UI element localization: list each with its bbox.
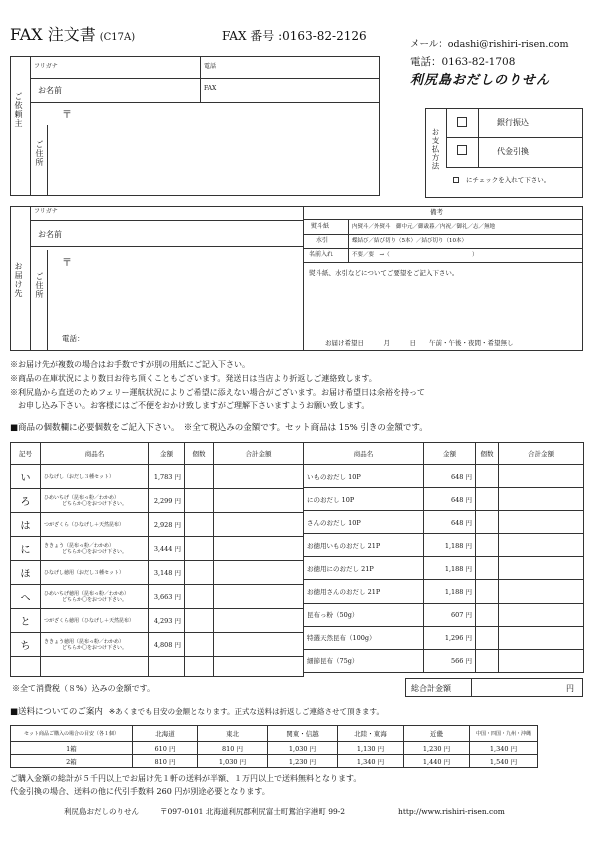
table-row: に ききょう（昆布っ粉／わかめ） どちらか〇をおつけ下さい。 3,444 円 [11, 537, 304, 561]
qty-cell[interactable] [185, 609, 214, 633]
page-title: FAX 注文書 (C17A) [10, 25, 136, 44]
total-cell[interactable] [499, 488, 584, 511]
order-heading: ■商品の個数欄に必要個数をご記入下さい。 ※全て税込みの金額です。セット商品は 15% 引きの金額です。 [10, 423, 428, 433]
total-cell[interactable] [214, 465, 304, 489]
table-row: い ひなげし（おだし３種セット） 1,783 円 [11, 465, 304, 489]
table-row: 昆布っ粉（50g） 607 円 [304, 603, 584, 626]
qty-cell[interactable] [476, 511, 499, 534]
qty-cell[interactable] [476, 488, 499, 511]
qty-cell[interactable] [476, 649, 499, 672]
requester-address-label: ご住所 [35, 140, 44, 167]
qty-cell[interactable] [476, 603, 499, 626]
total-cell[interactable] [214, 633, 304, 657]
total-cell[interactable] [499, 534, 584, 557]
cod-checkbox[interactable] [457, 145, 467, 155]
qty-cell[interactable] [185, 489, 214, 513]
contact-email: メール：odashi@rishiri-risen.com [410, 39, 569, 50]
requester-label: ご依頼主 [14, 92, 23, 128]
table-row: と つがざくら徳用（ひなげし＋天然昆布） 4,293 円 [11, 609, 304, 633]
table-row: ち ききょう徳用（昆布っ粉／わかめ） どちらか〇をおつけ下さい。 4,808 円 [11, 633, 304, 657]
shipping-heading: ■送料についてのご案内 ※あくまでも目安の金額となります。正式な送料は折返しご連絡させて頂きます。 [10, 707, 384, 717]
table-row: へ ひめいちげ徳用（昆布っ粉／わかめ） どちらか〇をおつけ下さい。 3,663 円 [11, 585, 304, 609]
total-cell[interactable] [499, 626, 584, 649]
total-cell[interactable] [499, 511, 584, 534]
total-cell[interactable] [214, 561, 304, 585]
table-row: にのおだし 10P 648 円 [304, 488, 584, 511]
table-row: さんのおだし 10P 648 円 [304, 511, 584, 534]
total-cell[interactable] [214, 609, 304, 633]
delivery-date: お届け希望日 月 日 午前・午後・夜間・希望無し [325, 339, 514, 347]
requester-name: お名前 [38, 86, 62, 95]
qty-cell[interactable] [476, 626, 499, 649]
total-cell[interactable] [499, 649, 584, 672]
qty-cell[interactable] [476, 465, 499, 488]
order-table-right: 商品名 金額 個数 合計金額 いものおだし 10P 648 円 にのおだし 10P 648 円 さんのおだし 10P 648 円 お徳用いものおだし 21P 1,188 円 お徳用にのおだし 21P 1,188 円 お徳用さんのおだし 21P 1,188 円 昆布っ粉（50g） 607 円 特選天然昆布（100g） 1,296 円 細節昆布（75g） 566 円 [303, 442, 584, 673]
table-row: ほ ひなげし徳用（おだし３種セット） 3,148 円 [11, 561, 304, 585]
order-table-left: 記号 商品名 金額 個数 合計金額 い ひなげし（おだし３種セット） 1,783 円 ろ ひめいちげ（昆布っ粉／わかめ） どちらか〇をおつけ下さい。 2,299 円 は つがざくら（ひなげし＋天然昆布） 2,928 円 に ききょう（昆布っ粉／わかめ） どちらか〇をおつけ下さい。 3,444 円 ほ ひなげし徳用（おだし３種セット） 3,148 円 へ ひめいちげ徳用（昆布っ粉／わかめ） どちらか〇をおつけ下さい。 3,663 円 と つがざくら徳用（ひなげし＋天然昆布） 4,293 円 ち ききょう徳用（昆布っ粉／わかめ） どちらか〇をおつけ下さい。 4,808 円 [10, 442, 304, 677]
qty-cell[interactable] [185, 537, 214, 561]
total-cell[interactable] [499, 580, 584, 603]
shipping-row: 2箱 810 円 1,030 円 1,230 円 1,340 円 1,440 円 1,540 円 [11, 755, 538, 768]
qty-cell[interactable] [185, 585, 214, 609]
shipping-row: 1箱 610 円 810 円 1,030 円 1,130 円 1,230 円 1,340 円 [11, 742, 538, 755]
table-row: ろ ひめいちげ（昆布っ粉／わかめ） どちらか〇をおつけ下さい。 2,299 円 [11, 489, 304, 513]
table-row: は つがざくら（ひなげし＋天然昆布） 2,928 円 [11, 513, 304, 537]
contact-tel: 電話：0163-82-1708 [410, 56, 516, 68]
legend-checkbox [453, 177, 459, 183]
brand-logo: 利尻島おだしのりせん [410, 73, 551, 88]
qty-cell[interactable] [476, 580, 499, 603]
qty-cell[interactable] [185, 561, 214, 585]
total-cell[interactable] [214, 513, 304, 537]
table-row: お徳用にのおだし 21P 1,188 円 [304, 557, 584, 580]
total-cell[interactable] [499, 557, 584, 580]
table-row: 特選天然昆布（100g） 1,296 円 [304, 626, 584, 649]
footer-url[interactable]: http://www.rishiri-risen.com [398, 807, 505, 816]
total-cell[interactable] [214, 585, 304, 609]
fax-number: FAX 番号 :0163-82-2126 [222, 29, 367, 43]
qty-cell[interactable] [185, 465, 214, 489]
qty-cell[interactable] [476, 534, 499, 557]
table-row: お徳用さんのおだし 21P 1,188 円 [304, 580, 584, 603]
bank-transfer-checkbox[interactable] [457, 117, 467, 127]
qty-cell[interactable] [476, 557, 499, 580]
table-row: 細節昆布（75g） 566 円 [304, 649, 584, 672]
qty-cell[interactable] [185, 513, 214, 537]
total-cell[interactable] [214, 537, 304, 561]
recipient-box [10, 206, 583, 351]
table-row: いものおだし 10P 648 円 [304, 465, 584, 488]
total-cell[interactable] [499, 465, 584, 488]
total-cell[interactable] [499, 603, 584, 626]
qty-cell[interactable] [185, 633, 214, 657]
table-row: お徳用いものおだし 21P 1,188 円 [304, 534, 584, 557]
requester-box [10, 56, 380, 196]
total-cell[interactable] [214, 489, 304, 513]
shipping-table: セット商品ご購入の場合の目安（各１個） 北海道 東北 関東・信越 北陸・東海 近畿 中国・四国・九州・沖縄 1箱 610 円 810 円 1,030 円 1,130 円 1,230 円 1,340 円 2箱 810 円 1,030 円 1,230 円 1,340 円 1,440 円 1,540 円 [10, 725, 538, 768]
